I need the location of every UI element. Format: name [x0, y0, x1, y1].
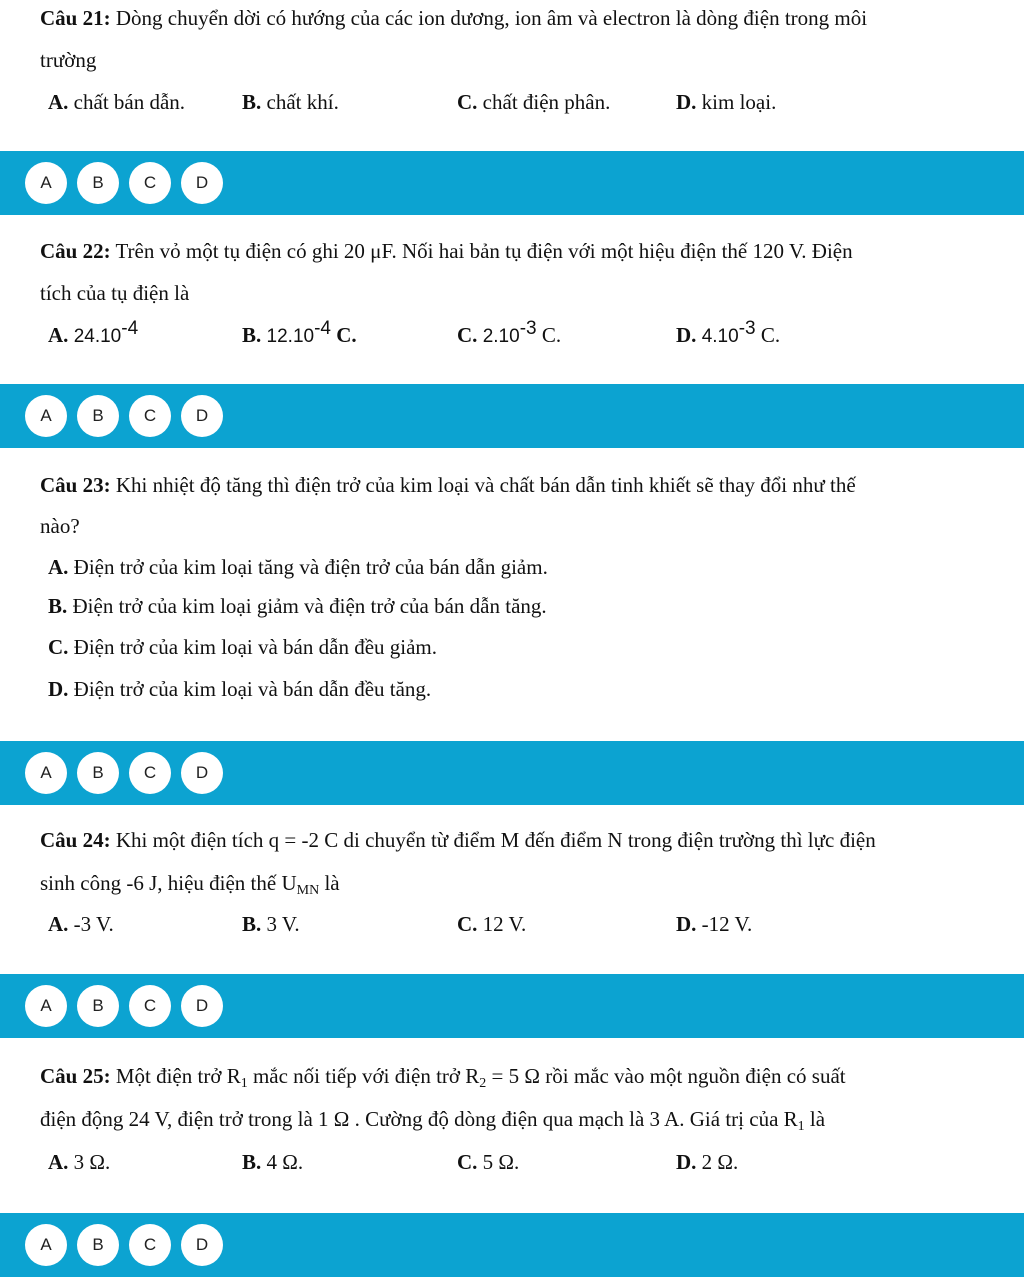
- question-22-line-1: Câu 22: Trên vỏ một tụ điện có ghi 20 μF. Nối hai bản tụ điện với một hiệu điện thế 120 V. Điện: [40, 239, 853, 263]
- answer-bar-25: [0, 1213, 1024, 1277]
- answer-23-d-button[interactable]: D: [181, 752, 223, 794]
- question-24-option-b: B. 3 V.: [242, 912, 300, 936]
- answer-25-b-button[interactable]: B: [77, 1224, 119, 1266]
- question-24-option-d: D. -12 V.: [676, 912, 753, 936]
- answer-22-b-button[interactable]: B: [77, 395, 119, 437]
- answer-21-d-button[interactable]: D: [181, 162, 223, 204]
- question-25-line-1: Câu 25: Một điện trở $R_1$ mắc nối tiếp với điện trở $R_2 = 5$ Ω rồi mắc vào một nguồn điện có suất: [40, 1064, 846, 1091]
- question-22-option-a: A. $24.10^{-4}$: [48, 318, 139, 347]
- answer-22-c-button[interactable]: C: [129, 395, 171, 437]
- question-22-line-2: tích của tụ điện là: [40, 281, 190, 305]
- question-24-line-2: sinh công -6 J, hiệu điện thế $U_{MN}$ là: [40, 871, 340, 898]
- question-21-line-2: trường: [40, 48, 97, 72]
- answer-23-a-button[interactable]: A: [25, 752, 67, 794]
- question-25-option-d: D. 2 Ω.: [676, 1150, 739, 1174]
- answer-22-a-button[interactable]: A: [25, 395, 67, 437]
- answer-21-b-button[interactable]: B: [77, 162, 119, 204]
- answer-25-c-button[interactable]: C: [129, 1224, 171, 1266]
- answer-24-d-button[interactable]: D: [181, 985, 223, 1027]
- question-23-option-c: C. Điện trở của kim loại và bán dẫn đều giảm.: [48, 635, 437, 659]
- question-22-option-b: B. $12.10^{-4}$ C.: [242, 318, 357, 347]
- answer-23-c-button[interactable]: C: [129, 752, 171, 794]
- question-23-line-1: Câu 23: Khi nhiệt độ tăng thì điện trở của kim loại và chất bán dẫn tinh khiết sẽ thay đổi như thế: [40, 473, 856, 497]
- question-23-option-d: D. Điện trở của kim loại và bán dẫn đều tăng.: [48, 677, 432, 701]
- question-22-option-d: D. $4.10^{-3}$ C.: [676, 318, 781, 347]
- answer-24-b-button[interactable]: B: [77, 985, 119, 1027]
- answer-bar-23: [0, 741, 1024, 805]
- question-21-option-d: D. kim loại.: [676, 90, 777, 114]
- answer-25-d-button[interactable]: D: [181, 1224, 223, 1266]
- question-25-option-b: B. 4 Ω.: [242, 1150, 304, 1174]
- question-25-option-c: C. 5 Ω.: [457, 1150, 520, 1174]
- question-21-line-1: Câu 21: Dòng chuyển dời có hướng của các ion dương, ion âm và electron là dòng điện trong môi: [40, 6, 868, 30]
- question-25-option-a: A. 3 Ω.: [48, 1150, 111, 1174]
- answer-24-a-button[interactable]: A: [25, 985, 67, 1027]
- answer-bar-24: [0, 974, 1024, 1038]
- answer-21-c-button[interactable]: C: [129, 162, 171, 204]
- question-23-option-b: B. Điện trở của kim loại giảm và điện trở của bán dẫn tăng.: [48, 594, 547, 618]
- answer-bar-21: [0, 151, 1024, 215]
- answer-23-b-button[interactable]: B: [77, 752, 119, 794]
- question-25-line-2: điện động 24 V, điện trở trong là 1 Ω . Cường độ dòng điện qua mạch là 3 A. Giá trị của $R_1$ là: [40, 1107, 826, 1134]
- question-24-line-1: Câu 24: Khi một điện tích q = -2 C di chuyển từ điểm M đến điểm N trong điện trường thì lực điện: [40, 828, 876, 852]
- question-23-option-a: A. Điện trở của kim loại tăng và điện trở của bán dẫn giảm.: [48, 555, 548, 579]
- answer-bar-22: [0, 384, 1024, 448]
- answer-22-d-button[interactable]: D: [181, 395, 223, 437]
- answer-24-c-button[interactable]: C: [129, 985, 171, 1027]
- question-21-option-c: C. chất điện phân.: [457, 90, 611, 114]
- question-24-option-a: A. -3 V.: [48, 912, 114, 936]
- question-22-option-c: C. $2.10^{-3}$ C.: [457, 318, 562, 347]
- question-21-option-a: A. chất bán dẫn.: [48, 90, 186, 114]
- answer-25-a-button[interactable]: A: [25, 1224, 67, 1266]
- question-21-option-b: B. chất khí.: [242, 90, 339, 114]
- question-23-line-2: nào?: [40, 514, 80, 538]
- question-24-option-c: C. 12 V.: [457, 912, 527, 936]
- answer-21-a-button[interactable]: A: [25, 162, 67, 204]
